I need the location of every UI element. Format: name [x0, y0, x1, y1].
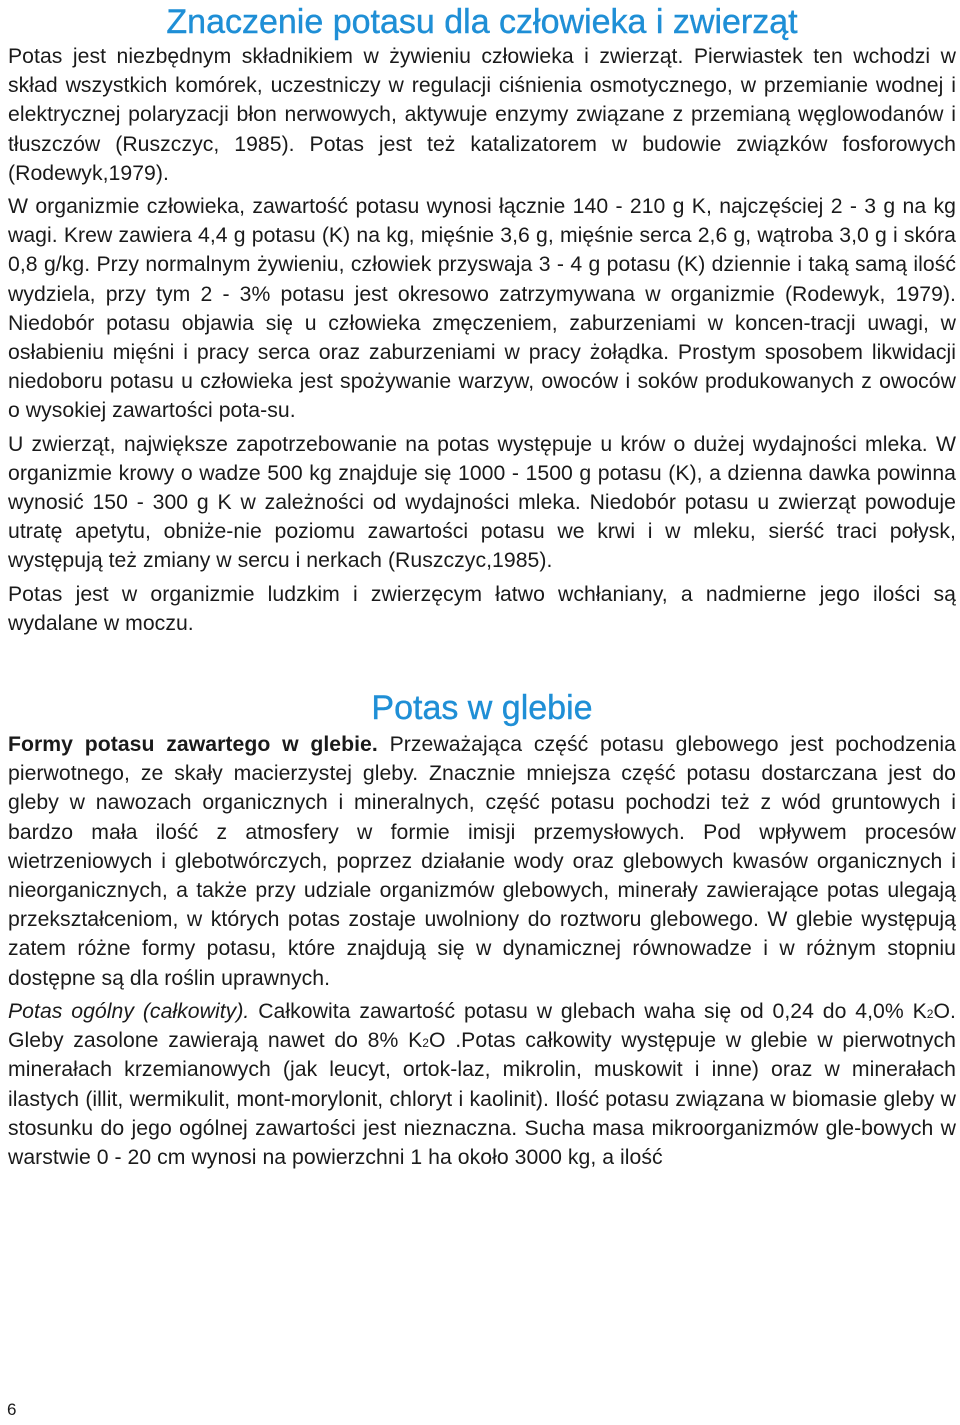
subscript: 2 — [422, 1036, 430, 1051]
paragraph-soil-forms — [8, 730, 956, 993]
text-segment: Całkowita zawartość potasu w glebach waha się od 0,24 do 4,0% K — [249, 999, 927, 1023]
section-title-potassium-in-soil: Potas w glebie — [371, 689, 593, 728]
section-title-potassium-importance: Znaczenie potasu dla człowieka i zwierząt — [166, 3, 798, 41]
paragraph-human-content: W organizmie człowieka, zawartość potasu wynosi łącznie 140 - 210 g K, najczęściej 2 - 3 g na kg wagi. Krew zawiera 4,4 g potasu (K) na kg, mięśnie 3,6 g, mięśnie serca 2,6 g, wątroba 3,0 g i skóra 0,8 g/kg. Przy normalnym żywieniu, człowiek przyswaja 3 - 4 g potasu (K) dziennie i taką samą ilość wydziela, przy tym 2 - 3% potasu jest okresowo zatrzymywana w organizmie (Rodewyk, 1979). Niedobór potasu objawia się u człowieka zmęczeniem, zaburzeniami w koncen-tracji uwagi, w osłabieniu mięśni i pracy serca oraz zaburzeniami w pracy żołądka. Prostym sposobem likwidacji niedoboru potasu u człowieka jest spożywanie warzyw, owoców i soków produkowanych z owoców o wysokiej zawartości pota-su. — [8, 195, 956, 423]
subscript: 2 — [926, 1006, 934, 1021]
text-segment: O .Potas całkowity występuje w glebie w pierwotnych minerałach krzemianowych (jak leucyt, ortok-laz, mikrolin, muskowit i inne) oraz w minerałach ilastych (illit, wermikulit, mont-morylonit, chloryt i kaolinit). Ilość potasu związana w biomasie gleby w stosunku do jego ogólnej zawartości jest nieznaczna. Sucha masa mikroorganizmów gle-bowych w warstwie 0 - 20 cm wynosi na powierzchni 1 ha około 3000 kg, a ilość — [8, 1029, 956, 1169]
page-number: 6 — [7, 1400, 17, 1419]
paragraph-absorption: Potas jest w organizmie ludzkim i zwierzęcym łatwo wchłaniany, a nadmierne jego ilości są wydalane w moczu. — [8, 582, 956, 635]
paragraph-lead-bold: Formy potasu zawartego w glebie. — [8, 733, 378, 757]
paragraph-animals: U zwierząt, największe zapotrzebowanie na potas występuje u krów o dużej wydajności mleka. W organizmie krowy o wadze 500 kg znajduje się 1000 - 1500 g potasu (K), a dzienna dawka powinna wynosić 150 - 300 g K w zależności od wydajności mleka. Niedobór potasu u zwierząt powoduje utratę apetytu, obniże-nie poziomu zawartości potasu we krwi i w mleku, sierść traci połysk, występują też zmiany w sercu i nerkach (Ruszczyc,1985). — [8, 432, 956, 573]
document-page — [8, 0, 956, 1172]
paragraph-soil-forms-text: Przeważająca część potasu glebowego jest pochodzenia pierwotnego, ze skały macierzystej gleby. Znacznie mniejsza część potasu dostarczana jest do gleby w nawozach organicznych i mineralnych, część potasu pochodzi też z wód gruntowych i bardzo mała ilość z atmosfery w formie imisji przemysłowych. Pod wpływem procesów wietrzeniowych i glebotwórczych, poprzez działanie wody oraz glebowych kwasów organicznych i nieorganicznych, a także przy udziale organizmów glebowych, minerały zawierające potas ulegają przekształceniom, w których potas zostaje uwolniony do roztworu glebowego. W glebie występują zatem różne formy potasu, które znajdują się w dynamicznej równowadze i w różnym stopniu dostępne są dla roślin uprawnych. — [8, 733, 956, 990]
paragraph-intro: Potas jest niezbędnym składnikiem w żywieniu człowieka i zwierząt. Pierwiastek ten wchodzi w skład wszystkich komórek, uczestniczy w regulacji ciśnienia osmotycznego, w przemianie wodnej i elektrycznej polaryzacji błon nerwowych, aktywuje enzymy związane z przemianą węglowodanów i tłuszczów (Ruszczyc, 1985). Potas jest też katalizatorem w budowie związków fosforowych (Rodewyk,1979). — [8, 45, 956, 185]
paragraph-total-potassium — [8, 997, 956, 1172]
paragraph-lead-italic: Potas ogólny (całkowity). — [8, 999, 250, 1023]
text-segment: O. Gleby zasolone zawierają nawet do 8% K — [8, 999, 956, 1053]
